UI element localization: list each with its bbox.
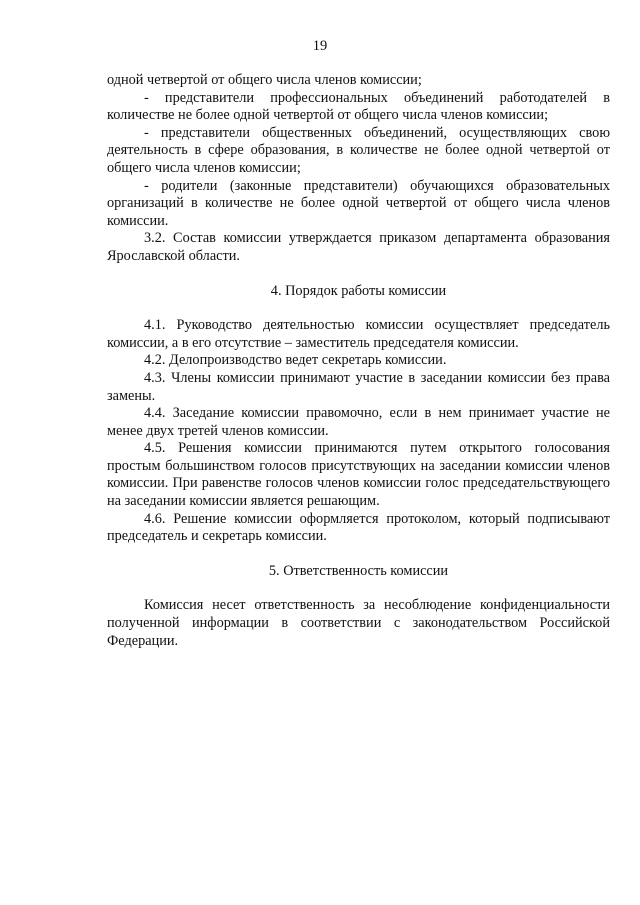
list-item-employers: - представители профессиональных объединений работодателей в количестве не более одной четвертой от общего числа членов комиссии;	[107, 89, 610, 124]
paragraph-4-3: 4.3. Члены комиссии принимают участие в заседании комиссии без права замены.	[107, 369, 610, 404]
page-number: 19	[312, 38, 328, 54]
list-item-public-associations: - представители общественных объединений, осуществляющих свою деятельность в сфере образования, в количестве не более одной четвертой от общего числа членов комиссии;	[107, 124, 610, 176]
paragraph-4-1: 4.1. Руководство деятельностью комиссии осуществляет председатель комиссии, а в его отсутствие – заместитель председателя комиссии.	[107, 317, 610, 351]
spacer	[107, 580, 610, 597]
spacer	[107, 266, 610, 283]
section-5-heading: 5. Ответственность комиссии	[268, 562, 449, 579]
paragraph-5: Комиссия несет ответственность за несоблюдение конфиденциальности полученной информации в соответствии с законодательством Российской Федерации.	[107, 597, 610, 649]
paragraph-4-4: 4.4. Заседание комиссии правомочно, если в нем принимает участие не менее двух третей членов комиссии.	[107, 405, 610, 439]
paragraph-3-2: 3.2. Состав комиссии утверждается приказом департамента образования Ярославской области.	[107, 230, 610, 264]
paragraph-4-5: 4.5. Решения комиссии принимаются путем открытого голосования простым большинством голосов присутствующих на заседании комиссии членов комиссии. При равенстве голосов членов комиссии голос председательствующего на заседании комиссии является решающим.	[107, 440, 610, 510]
spacer	[107, 300, 610, 317]
section-4-heading: 4. Порядок работы комиссии	[270, 282, 447, 299]
spacer	[107, 546, 610, 563]
list-item-parents: - родители (законные представители) обучающихся образовательных организаций в количестве не более одной четвертой от общего числа членов комиссии.	[107, 177, 610, 229]
paragraph-continuation: одной четвертой от общего числа членов комиссии;	[107, 72, 422, 88]
document-body	[107, 72, 610, 650]
paragraph-4-6: 4.6. Решение комиссии оформляется протоколом, который подписывают председатель и секретарь комиссии.	[107, 510, 610, 545]
paragraph-4-2: 4.2. Делопроизводство ведет секретарь комиссии.	[144, 352, 447, 369]
